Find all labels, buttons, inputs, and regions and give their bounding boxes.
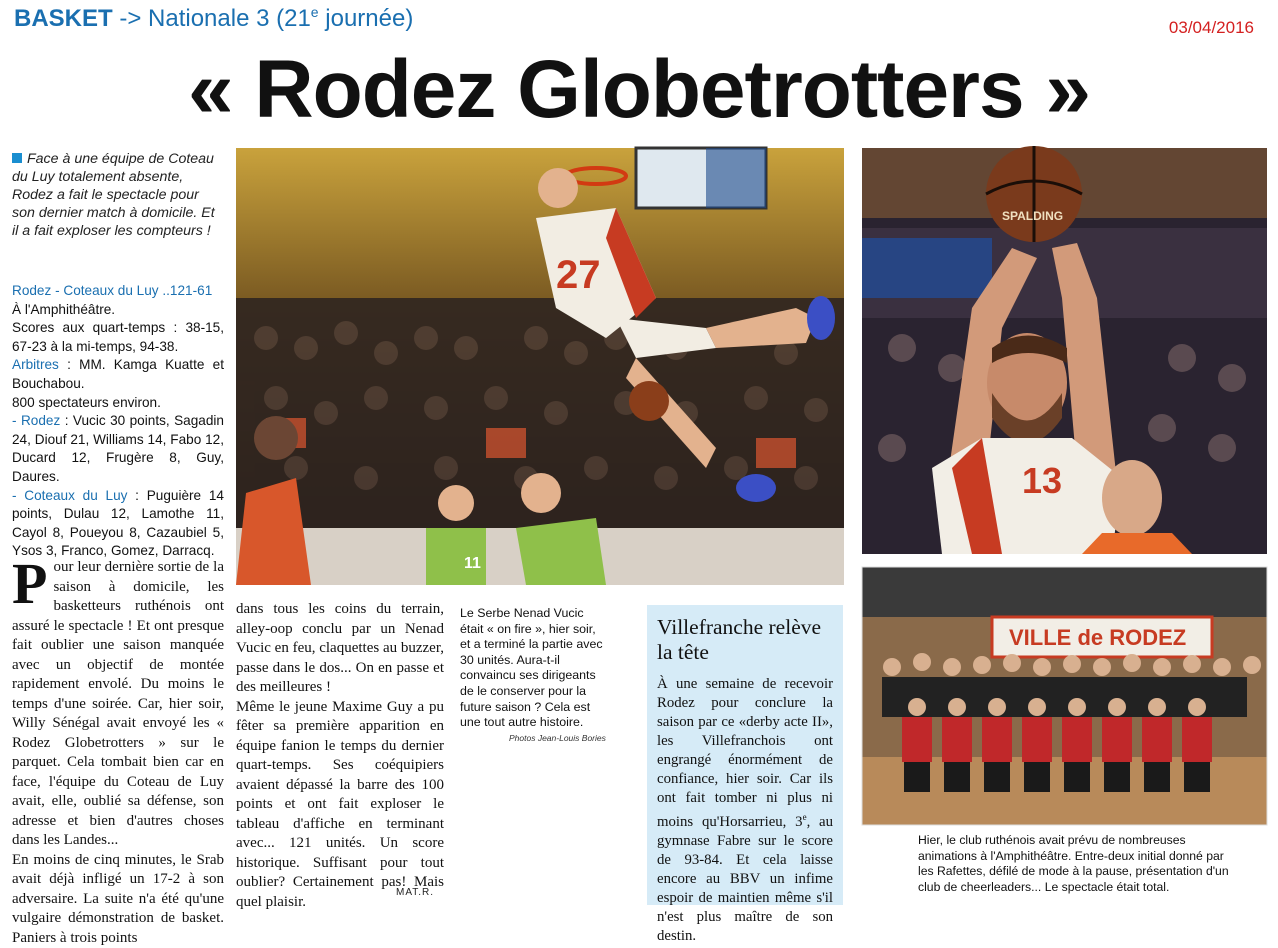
jersey-number-27: 27: [556, 253, 601, 297]
jersey-number-13: 13: [1022, 460, 1062, 501]
photo-caption: Le Serbe Nenad Vucic était « on fire », hier soir, et a terminé la partie avec 30 unités. Aura-t-il convaincu ses dirigeants de le conserver pour la future saison ? Cela est une tout autre histoire.: [460, 606, 606, 731]
referees-names: : MM. Kamga Kuatte et Bouchabou.: [12, 357, 224, 391]
box-text: [657, 675, 833, 946]
venue: À l'Amphithéâtre.: [12, 301, 224, 320]
referees-label: Arbitres: [12, 357, 59, 372]
photo-dunk-illustration: [236, 148, 844, 585]
article-paragraph-2: En moins de cinq minutes, le Srab avait déjà infligé un 17-2 à son adversaire. La suite n'a été qu'une vulgaire démonstration de basket. Paniers à trois points: [12, 851, 224, 948]
photo-dunk: [236, 148, 844, 585]
article-paragraph-1: [12, 558, 224, 851]
article-paragraph-1-text: our leur dernière sortie de la saison à domicile, les basketteurs ruthénois ont assuré le spectacle ! Et ont presque fait oublier une saison manquée avec un objectif de montée rapidement envolé. Du moins le temps d'une soirée. Car, hier soir, Willy Sénégal avait envoyé les « Rodez Globetrotters » sur le parquet. Cela tombait bien car en face, l'équipe du Coteau de Luy avait, elle, oublié sa défense, son adresse et bien d'autres choses dans les Landes...: [12, 559, 224, 848]
referees: [12, 356, 224, 393]
kicker-arrow: ->: [113, 5, 148, 32]
intro-text: Face à une équipe de Coteau du Luy totalement absente, Rodez a fait le spectacle pour son dernier match à domicile. Et il a fait exploser les compteurs !: [12, 151, 215, 239]
article-paragraph-3: dans tous les coins du terrain, alley-oop conclu par un Nenad Vucic en feu, claquettes au buzzer, passe dans le dos... On en passe et des meilleures !: [236, 600, 444, 698]
photo-shooter: [862, 148, 1267, 554]
quarter-scores: Scores aux quart-temps : 38-15, 67-23 à la mi-temps, 94-38.: [12, 319, 224, 356]
coteaux-scorers-line: [12, 487, 224, 561]
article-paragraph-4: Même le jeune Maxime Guy a pu fêter sa première apparition en équipe fanion le temps du dernier quart-temps. Ses coéquipiers avaient dépassé la barre des 100 points et ont fait exploser le tableau d'affiche en terminant avec... 121 unités. Un score historique. Suffisant pour tout oublier? Certainement pas! Mais quel plaisir.: [236, 698, 444, 913]
bullet-square-icon: [12, 153, 22, 163]
spectators: 800 spectateurs environ.: [12, 394, 224, 413]
photo-shooter-illustration: [862, 148, 1267, 554]
drop-cap: P: [12, 560, 47, 608]
publication-date: 03/04/2016: [1169, 18, 1254, 38]
final-score: Rodez - Coteaux du Luy ..121-61: [12, 282, 224, 301]
photo-credit: Photos Jean-Louis Bories: [509, 733, 606, 743]
section-subtitle: Nationale 3 (21: [148, 5, 311, 32]
section-kicker: [14, 4, 413, 33]
villefranche-box: [647, 605, 843, 905]
box-text-superscript: e: [803, 812, 807, 822]
team-photo-caption: Hier, le club ruthénois avait prévu de nombreuses animations à l'Amphithéâtre. Entre-deux initial donné par les Rafettes, défilé de mode à la pause, présentation d'un club de cheerleaders... Le spectacle était total.: [918, 833, 1230, 895]
section-subtitle-end: journée): [319, 5, 414, 32]
box-text-a: À une semaine de recevoir Rodez pour conclure la saison par ce «derby acte II», les Villefranchois ont engrangé énormément de confiance, hier soir. Car ils ont fait tomber ni plus ni moins qu'Horsarrieu, 3: [657, 676, 833, 830]
rodez-scorers: : Vucic 30 points, Sagadin 24, Diouf 21, Williams 14, Fabo 12, Ducard 12, Frugère 8, Guy, Daures.: [12, 413, 224, 484]
headline: « Rodez Globetrotters »: [0, 40, 1278, 140]
jersey-number-11: 11: [464, 555, 481, 572]
article-column-2: [236, 600, 444, 912]
match-facts: [12, 282, 224, 561]
coteaux-scorers: : Puguière 14 points, Dulau 12, Lamothe 11, Cayol 8, Poueyou 8, Cazaubiel 5, Ysos 3, Franco, Gomez, Darracq.: [12, 488, 224, 559]
rodez-scorers-line: [12, 412, 224, 486]
article-column-1: [12, 558, 224, 948]
box-title: Villefranche relève la tête: [657, 615, 833, 665]
photo-team: [862, 567, 1267, 825]
author-signature: MAT.R.: [396, 887, 434, 898]
subtitle-superscript: e: [311, 4, 319, 20]
photo-team-illustration: [862, 567, 1267, 825]
section-rubric: BASKET: [14, 5, 113, 32]
banner-text: VILLE de RODEZ: [1009, 625, 1186, 650]
ball-brand: SPALDING: [1002, 209, 1063, 223]
intro-chapeau: [12, 150, 224, 240]
coteaux-label: - Coteaux du Luy: [12, 488, 127, 503]
rodez-label: - Rodez: [12, 413, 60, 428]
box-text-b: , au gymnase Fabre sur le score de 93-84. Et cela laisse encore au BBV un infime espoir de maintien même s'il n'est plus maître de son destin.: [657, 814, 833, 944]
